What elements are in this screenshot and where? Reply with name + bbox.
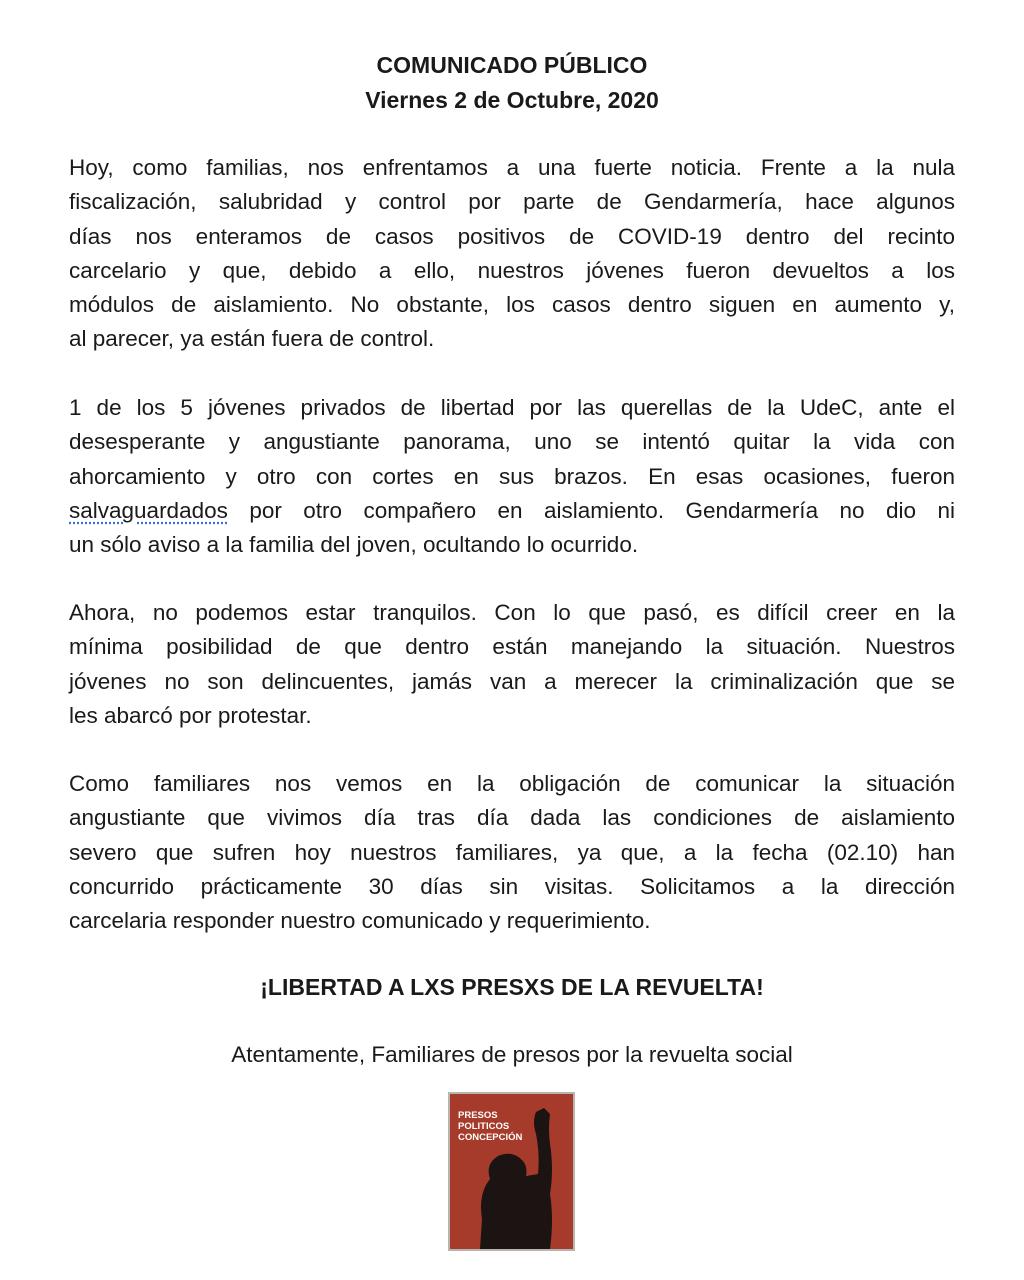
text-line: al parecer, ya están fuera de control. [69, 326, 435, 352]
text-line: concurrido prácticamente 30 días sin visitas. Solicitamos a la dirección [69, 873, 955, 899]
text-line: mínima posibilidad de que dentro están manejando la situación. Nuestros [69, 634, 955, 660]
text-line [69, 494, 955, 528]
spellcheck-word[interactable]: salvaguardados [69, 497, 228, 523]
text-line: 1 de los 5 jóvenes privados de libertad por las querellas de la UdeC, ante el [69, 395, 955, 420]
text-line: ahorcamiento y otro con cortes en sus brazos. En esas ocasiones, fueron [69, 463, 955, 489]
text-line: Hoy, como familias, nos enfrentamos a una fuerte noticia. Frente a la nula [69, 155, 955, 180]
text-line: carcelaria responder nuestro comunicado y requerimiento. [69, 908, 651, 934]
paragraph-4 [69, 767, 955, 938]
text-line: fiscalización, salubridad y control por parte de Gendarmería, hace algunos [69, 189, 955, 215]
text-line: carcelario y que, debido a ello, nuestros jóvenes fueron devueltos a los [69, 257, 955, 283]
text-line: Como familiares nos vemos en la obligación de comunicar la situación [69, 771, 955, 796]
logo-text [458, 1110, 522, 1143]
text-line: días nos enteramos de casos positivos de COVID-19 dentro del recinto [69, 223, 955, 249]
document-title: COMUNICADO PÚBLICO [376, 52, 648, 78]
slogan: ¡LIBERTAD A LXS PRESXS DE LA REVUELTA! [260, 974, 764, 1000]
text-line: jóvenes no son delincuentes, jamás van a merecer la criminalización que se [69, 668, 955, 694]
text-line: angustiante que vivimos día tras día dada las condiciones de aislamiento [69, 805, 955, 831]
text-line: les abarcó por protestar. [69, 702, 312, 728]
logo-line: CONCEPCIÓN [458, 1132, 523, 1143]
text-line: severo que sufren hoy nuestros familiares, ya que, a la fecha (02.10) han [69, 839, 955, 865]
paragraph-1 [69, 151, 955, 357]
paragraph-2 [69, 391, 955, 562]
text-line: módulos de aislamiento. No obstante, los casos dentro siguen en aumento y, [69, 292, 955, 318]
text-line: un sólo aviso a la familia del joven, ocultando lo ocurrido. [69, 532, 639, 558]
text-line: Ahora, no podemos estar tranquilos. Con lo que pasó, es difícil creer en la [69, 600, 955, 625]
paragraph-3 [69, 596, 955, 733]
presos-politicos-logo [448, 1092, 575, 1251]
document-date: Viernes 2 de Octubre, 2020 [365, 87, 659, 113]
logo-line: POLITICOS [458, 1121, 510, 1132]
signature: Atentamente, Familiares de presos por la revuelta social [231, 1042, 793, 1067]
text-segment: por otro compañero en aislamiento. Gendarmería no dio ni [249, 497, 955, 523]
text-line: desesperante y angustiante panorama, uno se intentó quitar la vida con [69, 429, 955, 455]
logo-line: PRESOS [458, 1110, 498, 1121]
